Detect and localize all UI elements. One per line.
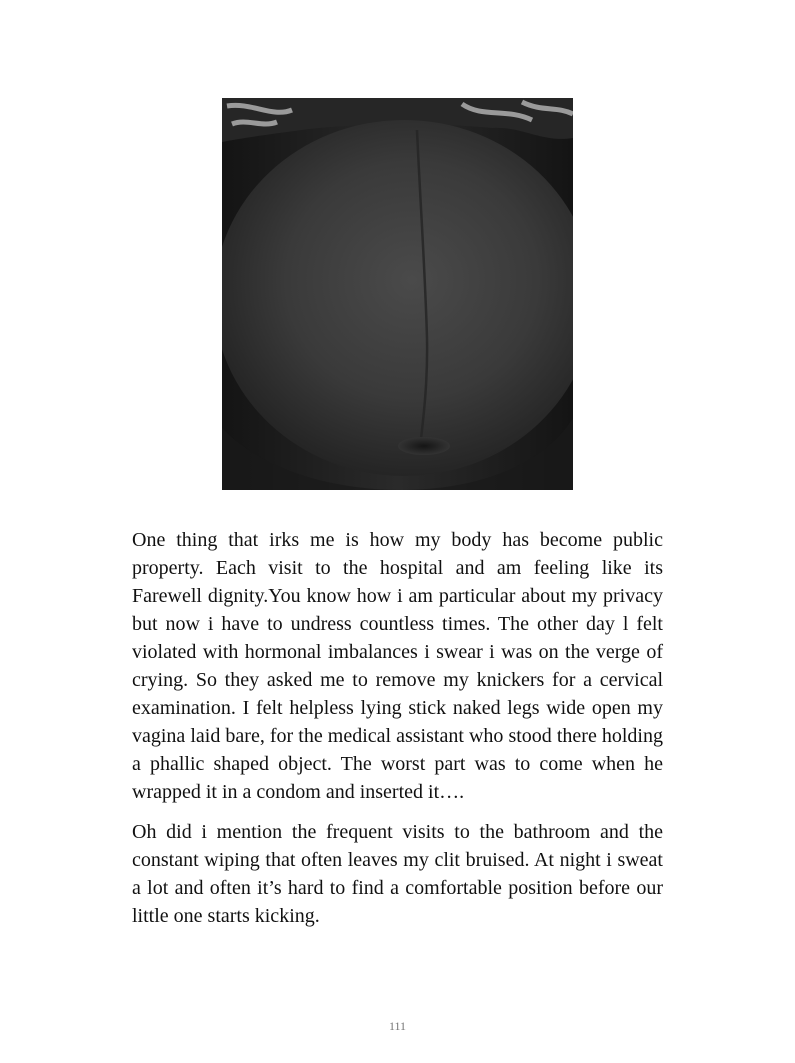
body-text bbox=[132, 526, 663, 930]
page-number: 111 bbox=[388, 1019, 407, 1033]
pregnant-belly-photo bbox=[222, 98, 573, 490]
paragraph-2: Oh did i mention the frequent visits to the bathroom and the constant wiping that often leaves my clit bruised. At night i sweat a lot and often it’s hard to find a comfortable position before our little one starts kicking. bbox=[132, 821, 663, 927]
paragraph-1: One thing that irks me is how my body has become public property. Each visit to the hospital and am feeling like its Farewell dignity.You know how i am particular about my privacy but now i have to undress countless times. The other day l felt violated with hormonal imbalances i swear i was on the verge of crying. So they asked me to remove my knickers for a cervical examination. I felt helpless lying stick naked legs wide open my vagina laid bare, for the medical assistant who stood there holding a phallic shaped object. The worst part was to come when he wrapped it in a condom and inserted it…. bbox=[132, 529, 663, 803]
